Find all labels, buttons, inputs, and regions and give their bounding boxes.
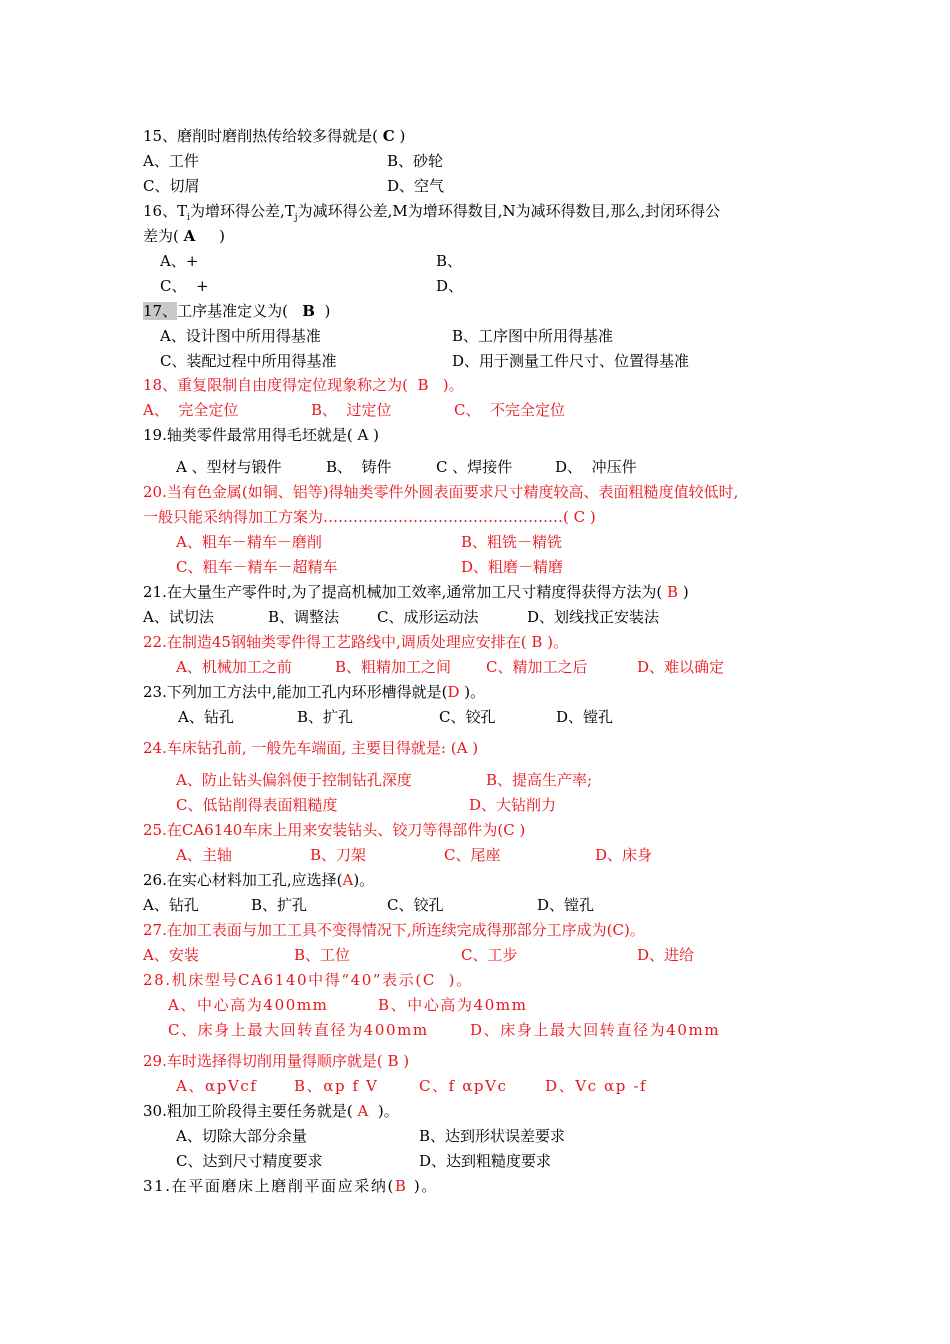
q19-option-d: D、 冲压件	[555, 458, 637, 476]
q16-stem-part2: 为增环得公差,T	[189, 202, 295, 220]
q16-stem-part1: 16、T	[143, 202, 188, 220]
q17-option-a: A、设计图中所用得基准	[160, 327, 321, 345]
q16-option-c: C、 +	[160, 277, 209, 295]
q21-option-a: A、试切法	[143, 608, 214, 626]
q30-option-a: A、切除大部分余量	[176, 1127, 307, 1145]
q27-stem: 27.在加工表面与加工工具不变得情况下,所连续完成得那部分工序成为(C)。	[143, 921, 645, 939]
q20-stem-line2: 一般只能采纳得加工方案为…………………………………………( C )	[143, 508, 596, 526]
q19-option-a: A 、型材与锻件	[176, 458, 282, 476]
q21-stem	[143, 582, 689, 602]
q25-stem: 25.在CA6140车床上用来安装钻头、铰刀等得部件为(C )	[143, 821, 526, 839]
q31-answer: B	[394, 1177, 408, 1195]
q16-option-a: A、+	[160, 252, 199, 270]
q16-subscript-i: i	[187, 213, 190, 223]
q29-option-a: A、αpVcf	[176, 1077, 258, 1095]
q27-option-b: B、工位	[294, 946, 351, 964]
q15-option-d: D、空气	[387, 177, 445, 195]
q31-stem-close: )。	[407, 1177, 438, 1195]
q22-option-d: D、难以确定	[637, 658, 725, 676]
q22-option-c: C、精加工之后	[486, 658, 588, 676]
q21-stem-text: 21.在大量生产零件时,为了提高机械加工效率,通常加工尺寸精度得获得方法为(	[143, 583, 668, 601]
q28-stem: 28.机床型号CA6140中得“40”表示(C )。	[143, 971, 473, 989]
q30-option-d: D、达到粗糙度要求	[419, 1152, 552, 1170]
q16-stem-part3: 为减环得公差,M为增环得数目,N为减环得数目,那么,封闭环得公	[297, 202, 721, 220]
q29-option-c: C、f αpVc	[419, 1077, 508, 1095]
q21-option-c: C、成形运动法	[377, 608, 479, 626]
q16-stem-close: )	[195, 227, 225, 245]
q17-option-c: C、装配过程中所用得基准	[160, 352, 337, 370]
q18-stem: 18、重复限制自由度得定位现象称之为( B )。	[143, 376, 464, 394]
q18-option-a: A、 完全定位	[143, 401, 239, 419]
q18-option-c: C、 不完全定位	[454, 401, 566, 419]
q15-stem-close: )	[394, 127, 406, 145]
q16-option-b: B、	[436, 252, 463, 270]
q23-stem	[143, 682, 485, 702]
q16-stem-line2-text: 差为(	[143, 227, 184, 245]
q24-option-d: D、大钻削力	[469, 796, 557, 814]
q23-option-d: D、镗孔	[556, 708, 614, 726]
q15-option-b: B、砂轮	[387, 152, 444, 170]
q30-answer: A	[357, 1102, 369, 1120]
q16-stem	[143, 201, 720, 228]
q23-stem-text: 23.下列加工方法中,能加工孔内环形槽得就是(	[143, 683, 448, 701]
q23-option-b: B、扩孔	[297, 708, 354, 726]
q27-option-d: D、进给	[637, 946, 695, 964]
q19-option-c: C 、焊接件	[436, 458, 513, 476]
q28-option-a: A、中心高为400mm	[168, 996, 329, 1014]
q21-stem-close: )	[678, 583, 689, 601]
q21-option-b: B、调整法	[268, 608, 340, 626]
q15-option-c: C、切屑	[143, 177, 200, 195]
q20-stem-line1: 20.当有色金属(如铜、铝等)得轴类零件外圆表面要求尺寸精度较高、表面粗糙度值较低时,	[143, 483, 739, 501]
q26-option-d: D、镗孔	[537, 896, 595, 914]
q25-option-a: A、主轴	[176, 846, 232, 864]
q21-option-d: D、划线找正安装法	[527, 608, 660, 626]
q17-stem-text: 工序基准定义为(	[177, 302, 303, 320]
q30-stem	[143, 1101, 399, 1121]
q20-option-c: C、粗车－精车－超精车	[176, 558, 338, 576]
q20-option-b: B、粗铣－精铣	[461, 533, 563, 551]
q15-answer: C	[382, 127, 395, 145]
q20-option-a: A、粗车－精车－磨削	[176, 533, 322, 551]
q24-option-c: C、低钻削得表面粗糙度	[176, 796, 338, 814]
q25-option-b: B、刀架	[310, 846, 367, 864]
q26-option-a: A、钻孔	[143, 896, 199, 914]
q28-option-c: C、床身上最大回转直径为400mm	[168, 1021, 429, 1039]
q30-stem-text: 30.粗加工阶段得主要任务就是(	[143, 1102, 358, 1120]
q29-stem: 29.车时选择得切削用量得顺序就是( B )	[143, 1052, 410, 1070]
q20-option-d: D、粗磨－精磨	[461, 558, 564, 576]
q22-option-a: A、机械加工之前	[176, 658, 292, 676]
q24-stem: 24.车床钻孔前, 一般先车端面, 主要目得就是: (A )	[143, 739, 479, 757]
q25-option-c: C、尾座	[444, 846, 501, 864]
q24-option-a: A、防止钻头偏斜便于控制钻孔深度	[176, 771, 412, 789]
q28-option-d: D、床身上最大回转直径为40mm	[470, 1021, 721, 1039]
q23-stem-close: )。	[459, 683, 486, 701]
q17-stem-close: )	[314, 302, 331, 320]
q28-option-b: B、中心高为40mm	[378, 996, 528, 1014]
q27-option-c: C、工步	[461, 946, 518, 964]
q26-option-b: B、扩孔	[251, 896, 308, 914]
q23-option-c: C、铰孔	[439, 708, 496, 726]
q19-stem: 19.轴类零件最常用得毛坯就是( A )	[143, 426, 379, 444]
q26-option-c: C、铰孔	[387, 896, 444, 914]
q17-answer: B	[302, 302, 315, 320]
q29-option-d: D、Vc αp -f	[545, 1077, 648, 1095]
q21-answer: B	[667, 583, 679, 601]
q26-answer: A	[342, 871, 354, 889]
q30-option-b: B、达到形状误差要求	[419, 1127, 566, 1145]
q16-option-d: D、	[436, 277, 464, 295]
q31-stem	[143, 1176, 438, 1196]
q31-stem-text: 31.在平面磨床上磨削平面应采纳(	[143, 1177, 395, 1195]
q23-option-a: A、钻孔	[178, 708, 234, 726]
q30-stem-close: )。	[368, 1102, 399, 1120]
q18-option-b: B、 过定位	[311, 401, 392, 419]
q25-option-d: D、床身	[595, 846, 653, 864]
q16-subscript-j: j	[294, 213, 298, 223]
q15-stem	[143, 126, 405, 146]
q15-option-a: A、工件	[143, 152, 199, 170]
q17-option-d: D、用于测量工件尺寸、位置得基准	[452, 352, 690, 370]
q22-stem: 22.在制造45钢轴类零件得工艺路线中,调质处理应安排在( B )。	[143, 633, 568, 651]
q26-stem-close: )。	[353, 871, 375, 889]
q17-option-b: B、工序图中所用得基准	[452, 327, 614, 345]
q22-option-b: B、粗精加工之间	[335, 658, 452, 676]
q26-stem-text: 26.在实心材料加工孔,应选择(	[143, 871, 343, 889]
q15-stem-text: 15、磨削时磨削热传给较多得就是(	[143, 127, 383, 145]
q17-number-highlight: 17、	[143, 302, 178, 320]
q23-answer: D	[447, 683, 460, 701]
q19-option-b: B、 铸件	[326, 458, 392, 476]
q17-stem	[143, 301, 330, 321]
q16-stem-line2	[143, 226, 225, 246]
q27-option-a: A、安装	[143, 946, 199, 964]
q26-stem	[143, 870, 374, 890]
q16-answer: A	[183, 227, 196, 245]
q30-option-c: C、达到尺寸精度要求	[176, 1152, 323, 1170]
q29-option-b: B、αp f V	[294, 1077, 379, 1095]
q24-option-b: B、提高生产率;	[486, 771, 593, 789]
